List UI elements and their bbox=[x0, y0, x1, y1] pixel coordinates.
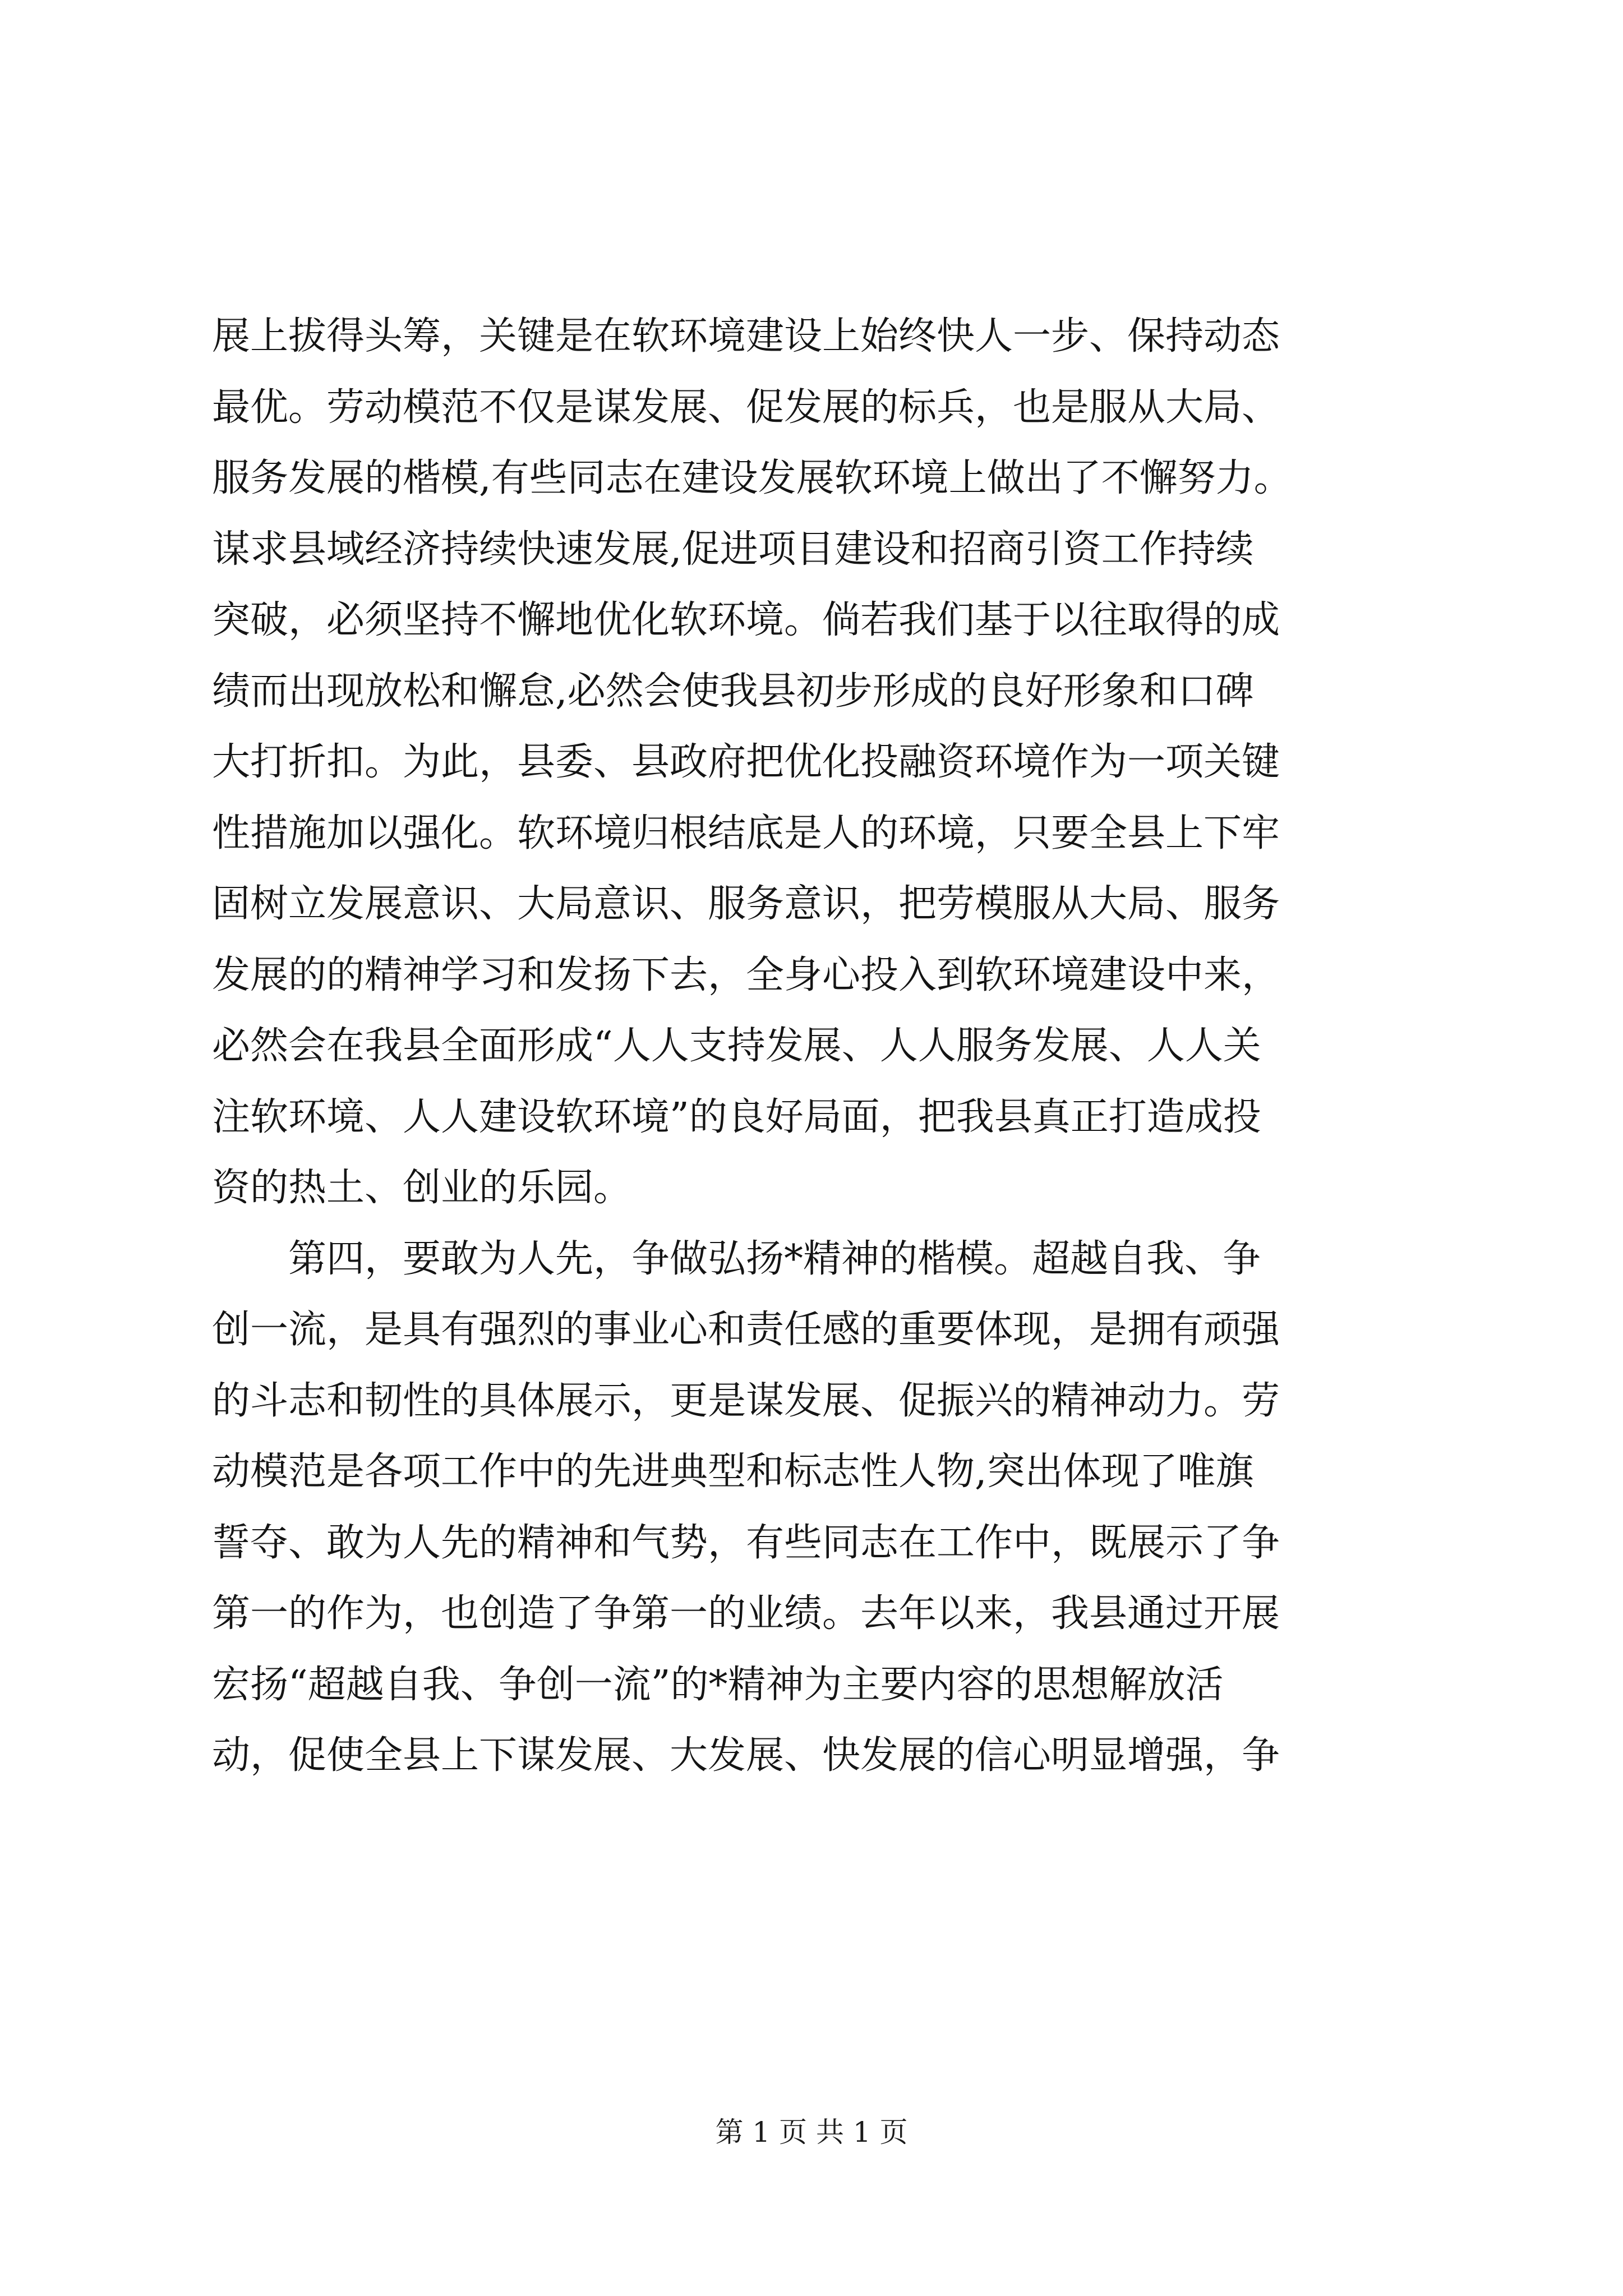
body-text-line: 必然会在我县全面形成“人人支持发展、人人服务发展、人人关 bbox=[212, 1024, 1261, 1068]
body-text-line: 展上拔得头筹，关键是在软环境建设上始终快人一步、保持动态 bbox=[212, 314, 1280, 358]
page-number-footer: 第 1 页 共 1 页 bbox=[715, 2116, 908, 2148]
body-text-line: 谋求县域经济持续快速发展,促进项目建设和招商引资工作持续 bbox=[212, 527, 1254, 572]
body-text-line: 突破，必须坚持不懈地优化软环境。倘若我们基于以往取得的成 bbox=[212, 598, 1280, 642]
body-text-line: 的斗志和韧性的具体展示，更是谋发展、促振兴的精神动力。劳 bbox=[212, 1379, 1280, 1423]
body-text-line: 宏扬“超越自我、争创一流”的*精神为主要内容的思想解放活 bbox=[212, 1663, 1224, 1707]
body-text-line: 第一的作为，也创造了争第一的业绩。去年以来，我县通过开展 bbox=[212, 1591, 1280, 1636]
body-text-line: 最优。劳动模范不仅是谋发展、促发展的标兵，也是服从大局、 bbox=[212, 385, 1280, 430]
body-text-line: 发展的的精神学习和发扬下去，全身心投入到软环境建设中来， bbox=[212, 953, 1280, 997]
body-text-line: 性措施加以强化。软环境归根结底是人的环境，只要全县上下牢 bbox=[212, 811, 1280, 855]
body-text-line: 动模范是各项工作中的先进典型和标志性人物,突出体现了唯旗 bbox=[212, 1450, 1254, 1494]
body-text-line: 动，促使全县上下谋发展、大发展、快发展的信心明显增强，争 bbox=[212, 1733, 1280, 1778]
body-text-line: 注软环境、人人建设软环境”的良好局面，把我县真正打造成投 bbox=[212, 1095, 1261, 1139]
body-text-line: 服务发展的楷模,有些同志在建设发展软环境上做出了不懈努力。 bbox=[212, 456, 1292, 500]
body-text-line: 第四，要敢为人先，争做弘扬*精神的楷模。超越自我、争 bbox=[212, 1237, 1261, 1281]
body-text-line: 绩而出现放松和懈怠,必然会使我县初步形成的良好形象和口碑 bbox=[212, 669, 1254, 714]
body-text-line: 誓夺、敢为人先的精神和气势，有些同志在工作中，既展示了争 bbox=[212, 1521, 1280, 1565]
body-text-line: 创一流，是具有强烈的事业心和责任感的重要体现，是拥有顽强 bbox=[212, 1308, 1280, 1352]
body-text-line: 固树立发展意识、大局意识、服务意识，把劳模服从大局、服务 bbox=[212, 882, 1280, 926]
body-text-line: 资的热土、创业的乐园。 bbox=[212, 1166, 632, 1210]
body-text-line: 大打折扣。为此，县委、县政府把优化投融资环境作为一项关键 bbox=[212, 740, 1280, 784]
